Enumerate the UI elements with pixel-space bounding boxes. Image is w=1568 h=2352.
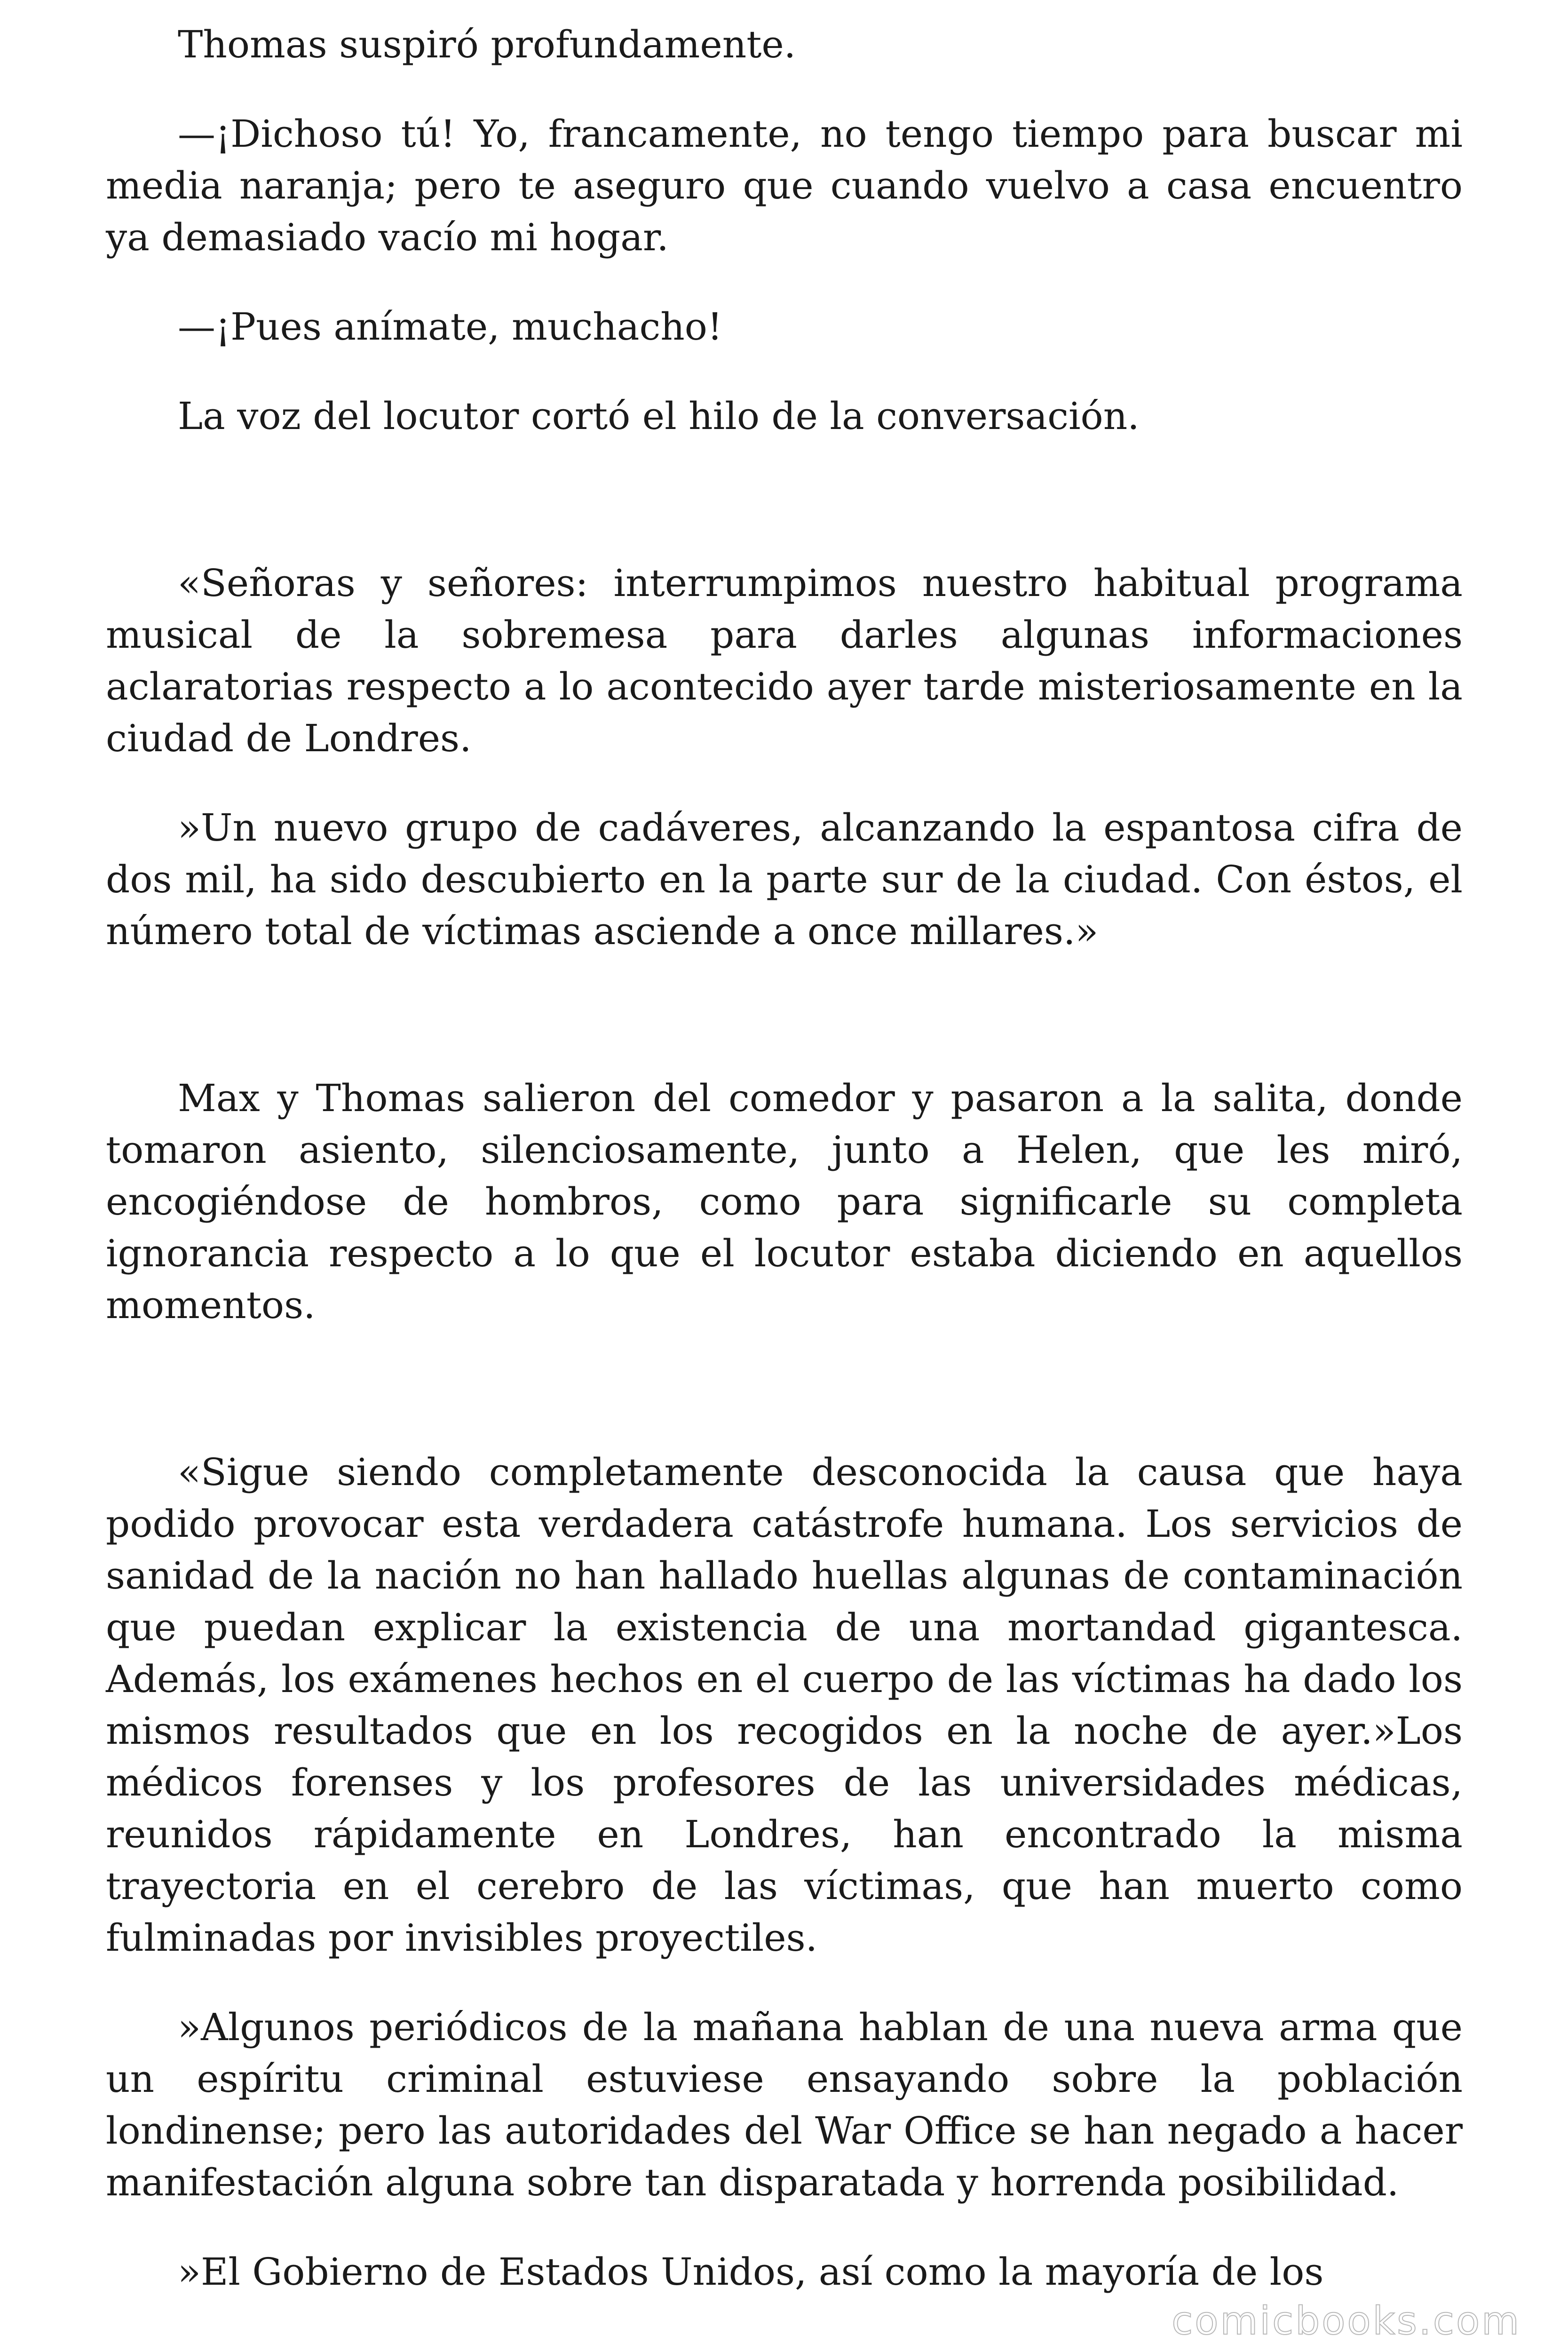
paragraph-animate: —¡Pues anímate, muchacho!	[178, 305, 723, 349]
book-page	[106, 0, 1463, 2352]
section-gap	[106, 957, 1463, 1073]
paragraph-broadcast-victims: »Un nuevo grupo de cadáveres, alcanzando la espantosa cifra de dos mil, ha sido descubierto en la parte sur de la ciudad. Con éstos, el número total de víctimas asciende a once millares.»	[106, 806, 1463, 953]
paragraph-thomas-sigh: Thomas suspiró profundamente.	[178, 23, 796, 66]
paragraph-gap	[106, 263, 1463, 301]
paragraph-broadcast-newspapers: »Algunos periódicos de la mañana hablan de una nueva arma que un espíritu criminal estuviese ensayando sobre la población londinense; pero las autoridades del War Office se han negado a hacer manifestación alguna sobre tan disparatada y horrenda posibilidad.	[106, 2005, 1463, 2204]
paragraph-thomas-dialogue: —¡Dichoso tú! Yo, francamente, no tengo tiempo para buscar mi media naranja; pero te aseguro que cuando vuelvo a casa encuentro ya demasiado vacío mi hogar.	[106, 112, 1463, 259]
paragraph-broadcast-cause: «Sigue siendo completamente desconocida la causa que haya podido provocar esta verdadera catástrofe humana. Los servicios de sanidad de la nación no han hallado huellas algunas de contaminación que puedan explicar la existencia de una mortandad gigantesca. Además, los exámenes hechos en el cuerpo de las víctimas ha dado los mismos resultados que en los recogidos en la noche de ayer.»Los médicos forenses y los profesores de las universidades médicas, reunidos rápidamente en Londres, han encontrado la misma trayectoria en el cerebro de las víctimas, que han muerto como fulminadas por invisibles proyectiles.	[106, 1450, 1463, 1960]
section-gap	[106, 442, 1463, 557]
paragraph-announcer-voice: La voz del locutor cortó el hilo de la conversación.	[178, 394, 1140, 438]
paragraph-gap	[106, 353, 1463, 390]
section-gap	[106, 1331, 1463, 1446]
paragraph-gap	[106, 1964, 1463, 2002]
paragraph-gap	[106, 71, 1463, 108]
paragraph-broadcast-government: »El Gobierno de Estados Unidos, así como la mayoría de los	[178, 2250, 1324, 2294]
paragraph-broadcast-intro: «Señoras y señores: interrumpimos nuestro habitual programa musical de la sobremesa para darles algunas informaciones aclaratorias respecto a lo acontecido ayer tarde misteriosamente en la ciudad de Londres.	[106, 561, 1463, 760]
paragraph-gap	[106, 764, 1463, 802]
paragraph-gap	[106, 2209, 1463, 2246]
watermark-logo: comicbooks.com	[1172, 2299, 1521, 2344]
paragraph-max-thomas: Max y Thomas salieron del comedor y pasaron a la salita, donde tomaron asiento, silenciosamente, junto a Helen, que les miró, encogiéndose de hombros, como para significarle su completa ignorancia respecto a lo que el locutor estaba diciendo en aquellos momentos.	[106, 1076, 1463, 1327]
